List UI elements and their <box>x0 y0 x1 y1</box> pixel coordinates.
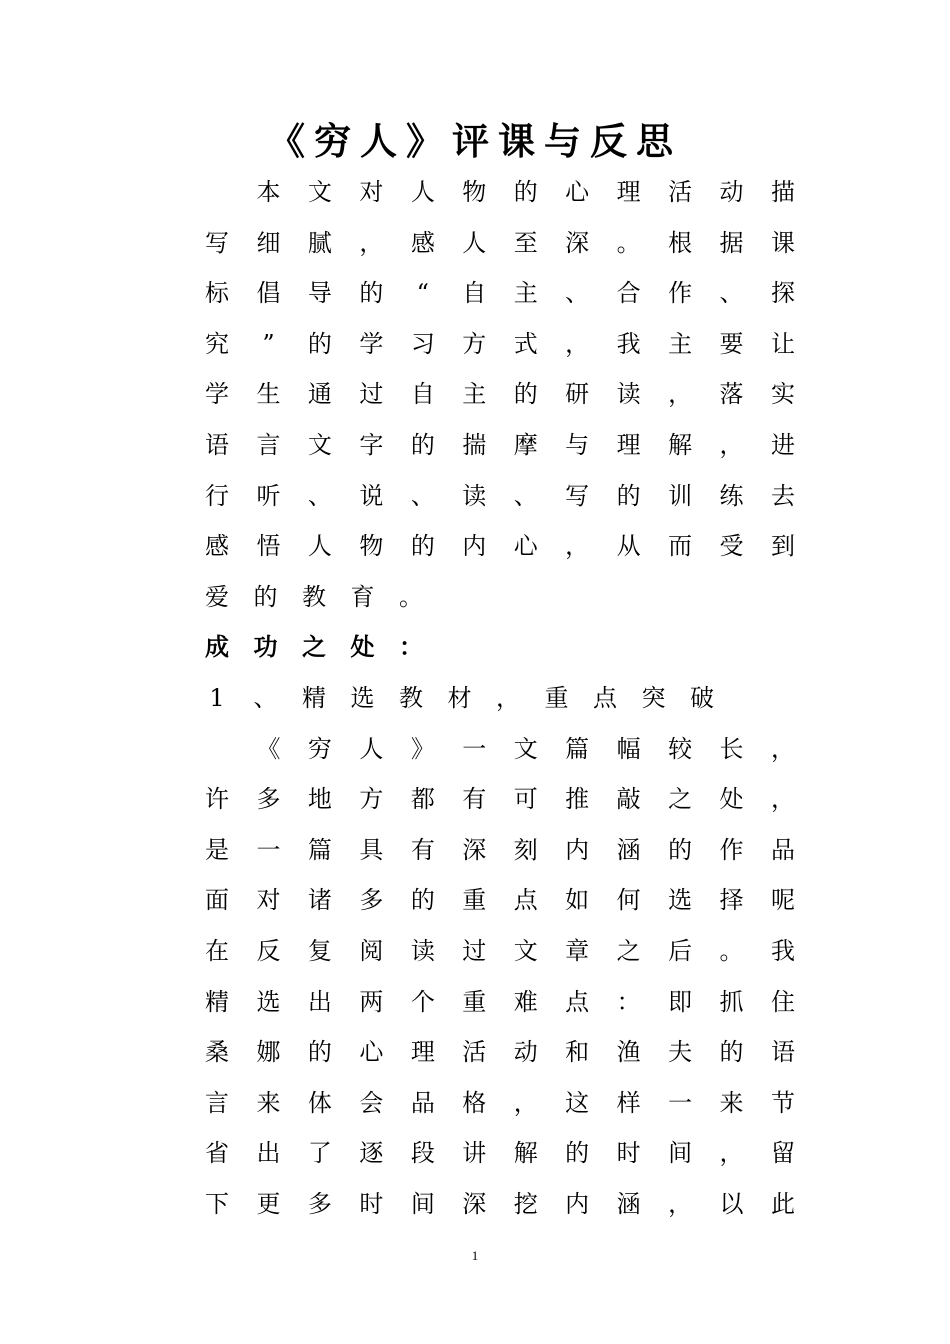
section-heading: 成 功 之 处 ： <box>205 633 423 662</box>
text-line: 1 、 精 选 教 材 ， 重 点 突 破 <box>209 683 714 712</box>
text-line: 学 生 通 过 自 主 的 研 读 ， 落 实 <box>205 380 795 409</box>
text-line: 许 多 地 方 都 有 可 推 敲 之 处 ， <box>205 785 795 814</box>
text-line: 在 反 复 阅 读 过 文 章 之 后 。 我 <box>205 936 795 965</box>
text-line: 语 言 文 字 的 揣 摩 与 理 解 ， 进 <box>205 430 795 459</box>
document-title: 《穷人》评课与反思 <box>268 120 682 163</box>
text-line: 省 出 了 逐 段 讲 解 的 时 间 ， 留 <box>205 1139 795 1168</box>
page-number: 1 <box>471 1248 479 1263</box>
text-line: 标 倡 导 的 “ 自 主 、 合 作 、 探 <box>205 279 795 308</box>
text-line: 《 穷 人 》 一 文 篇 幅 较 长 ， <box>256 734 795 763</box>
text-line: 行 听 、 说 、 读 、 写 的 训 练 去 <box>205 481 795 510</box>
text-line: 本 文 对 人 物 的 心 理 活 动 描 <box>256 178 795 206</box>
text-line: 言 来 体 会 品 格 ， 这 样 一 来 节 <box>205 1088 795 1117</box>
text-line: 是 一 篇 具 有 深 刻 内 涵 的 作 品 <box>205 835 795 864</box>
text-line: 写 细 腻 ， 感 人 至 深 。 根 据 课 <box>205 228 795 257</box>
text-line: 桑 娜 的 心 理 活 动 和 渔 夫 的 语 <box>205 1038 795 1067</box>
text-line: 爱 的 教 育 。 <box>205 582 423 611</box>
text-line: 精 选 出 两 个 重 难 点 ： 即 抓 住 <box>205 987 795 1016</box>
text-line: 下 更 多 时 间 深 挖 内 涵 ， 以 此 <box>205 1189 795 1218</box>
text-line: 感 悟 人 物 的 内 心 ， 从 而 受 到 <box>205 532 795 561</box>
document-body <box>205 167 795 1229</box>
text-line: 究 ” 的 学 习 方 式 ， 我 主 要 让 <box>205 329 795 358</box>
text-line: 面 对 诸 多 的 重 点 如 何 选 择 呢 <box>205 886 795 915</box>
